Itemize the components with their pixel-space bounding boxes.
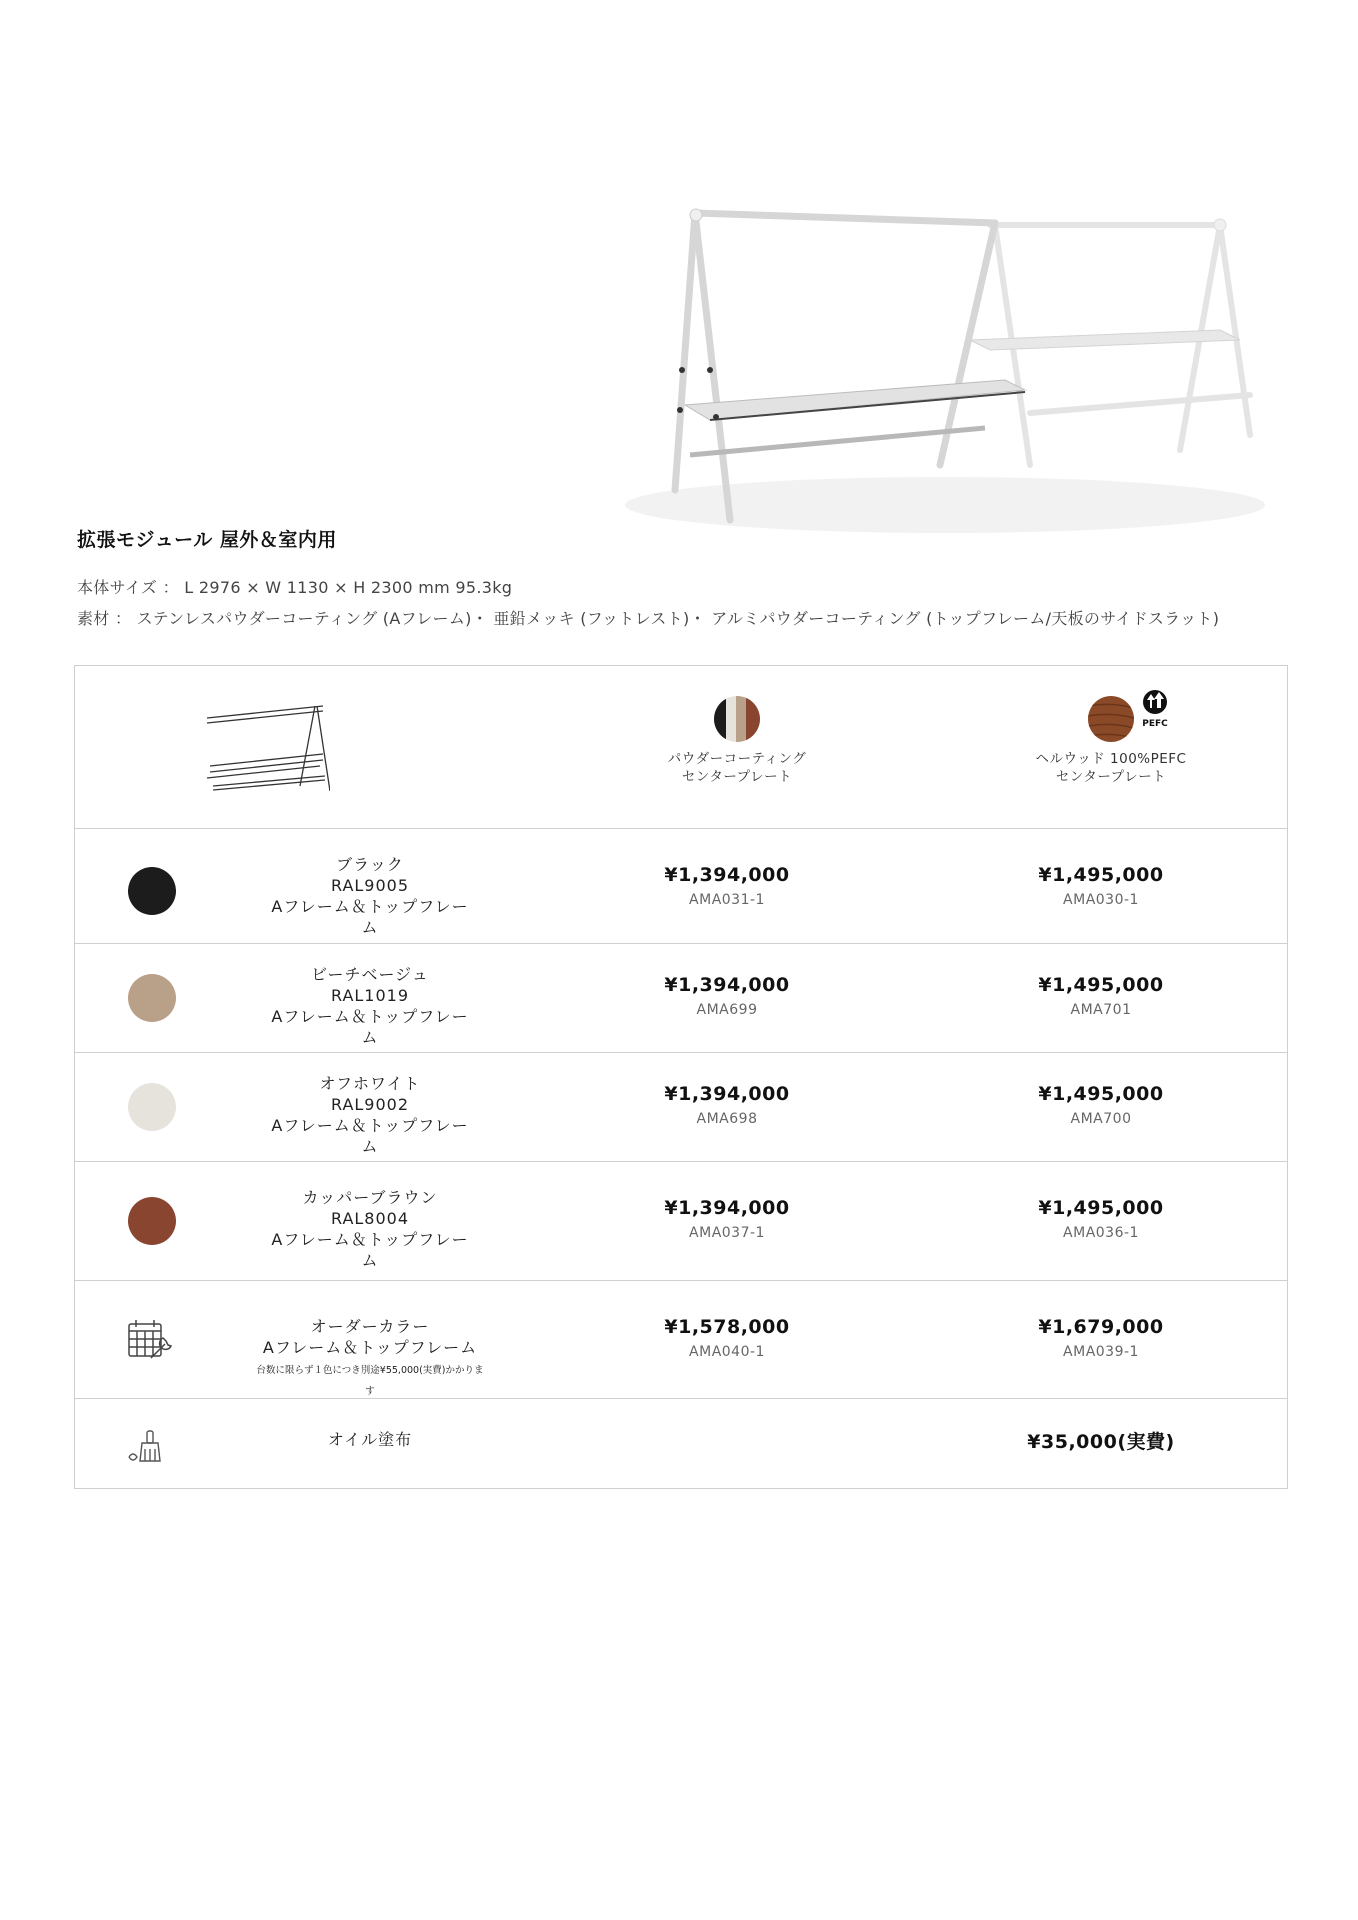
product-image (600, 195, 1290, 545)
pefc-logo (1135, 688, 1175, 729)
price-powder: ¥1,394,000 AMA031-1 (664, 864, 790, 908)
header-col2-line2: センタープレート (1055, 769, 1167, 785)
spec-size: 本体サイズ ： L 2976 × W 1130 × H 2300 mm 95.3kg (77, 578, 513, 597)
price-oil: ¥35,000(実費) (1027, 1431, 1175, 1453)
color-name: ブラック RAL9005 Aフレーム＆トップフレーム (271, 855, 469, 937)
color-swatch-black (128, 867, 176, 915)
wood-swatch (1088, 696, 1134, 742)
table-row (75, 1162, 1287, 1281)
color-swatch-copper (128, 1197, 176, 1245)
table-row-order-color (75, 1281, 1287, 1399)
brush-icon (127, 1427, 167, 1471)
table-header-row (75, 666, 1287, 829)
header-col2-line1: ヘルウッド 100%PEFC (1035, 751, 1187, 767)
powder-coating-swatch (714, 696, 760, 742)
pefc-label: PEFC (1142, 719, 1168, 729)
color-swatch-offwhite (128, 1083, 176, 1131)
module-line-drawing (205, 696, 330, 801)
price-wood: ¥1,495,000 AMA701 (1038, 974, 1164, 1018)
color-swatch-beige (128, 974, 176, 1022)
calendar-wrench-icon (127, 1318, 175, 1366)
color-name: カッパーブラウン RAL8004 Aフレーム＆トップフレーム (271, 1188, 469, 1270)
price-powder: ¥1,578,000 AMA040-1 (664, 1316, 790, 1360)
table-row (75, 1053, 1287, 1162)
oil-name: オイル塗布 (327, 1430, 413, 1449)
order-note: 台数に限らず１色につき別途¥55,000(実費)かかります (256, 1365, 484, 1397)
header-wood (981, 696, 1241, 786)
spec-material: 素材 ： ステンレスパウダーコーティング (Aフレーム)・ 亜鉛メッキ (フットレスト)・ アルミパウダーコーティング (トップフレーム/天板のサイドスラット) (77, 609, 1220, 628)
price-table (74, 665, 1288, 1489)
price-wood: ¥1,495,000 AMA030-1 (1038, 864, 1164, 908)
price-powder: ¥1,394,000 AMA698 (664, 1083, 790, 1127)
color-name: ビーチベージュ RAL1019 Aフレーム＆トップフレーム (271, 965, 469, 1047)
color-name: オーダーカラー Aフレーム＆トップフレーム 台数に限らず１色につき別途¥55,000(実費)かかります (255, 1316, 485, 1402)
table-row (75, 829, 1287, 944)
price-wood: ¥1,495,000 AMA700 (1038, 1083, 1164, 1127)
table-row-oil (75, 1399, 1287, 1490)
price-powder: ¥1,394,000 AMA037-1 (664, 1197, 790, 1241)
table-row (75, 944, 1287, 1053)
price-powder: ¥1,394,000 AMA699 (664, 974, 790, 1018)
header-powder-coating (607, 696, 867, 786)
pefc-tree-icon (1140, 688, 1170, 716)
header-col1-line2: センタープレート (681, 769, 793, 785)
price-wood: ¥1,679,000 AMA039-1 (1038, 1316, 1164, 1360)
price-wood: ¥1,495,000 AMA036-1 (1038, 1197, 1164, 1241)
color-name: オフホワイト RAL9002 Aフレーム＆トップフレーム (271, 1074, 469, 1156)
page-title: 拡張モジュール 屋外＆室内用 (77, 529, 337, 551)
header-col1-line1: パウダーコーティング (667, 751, 807, 767)
